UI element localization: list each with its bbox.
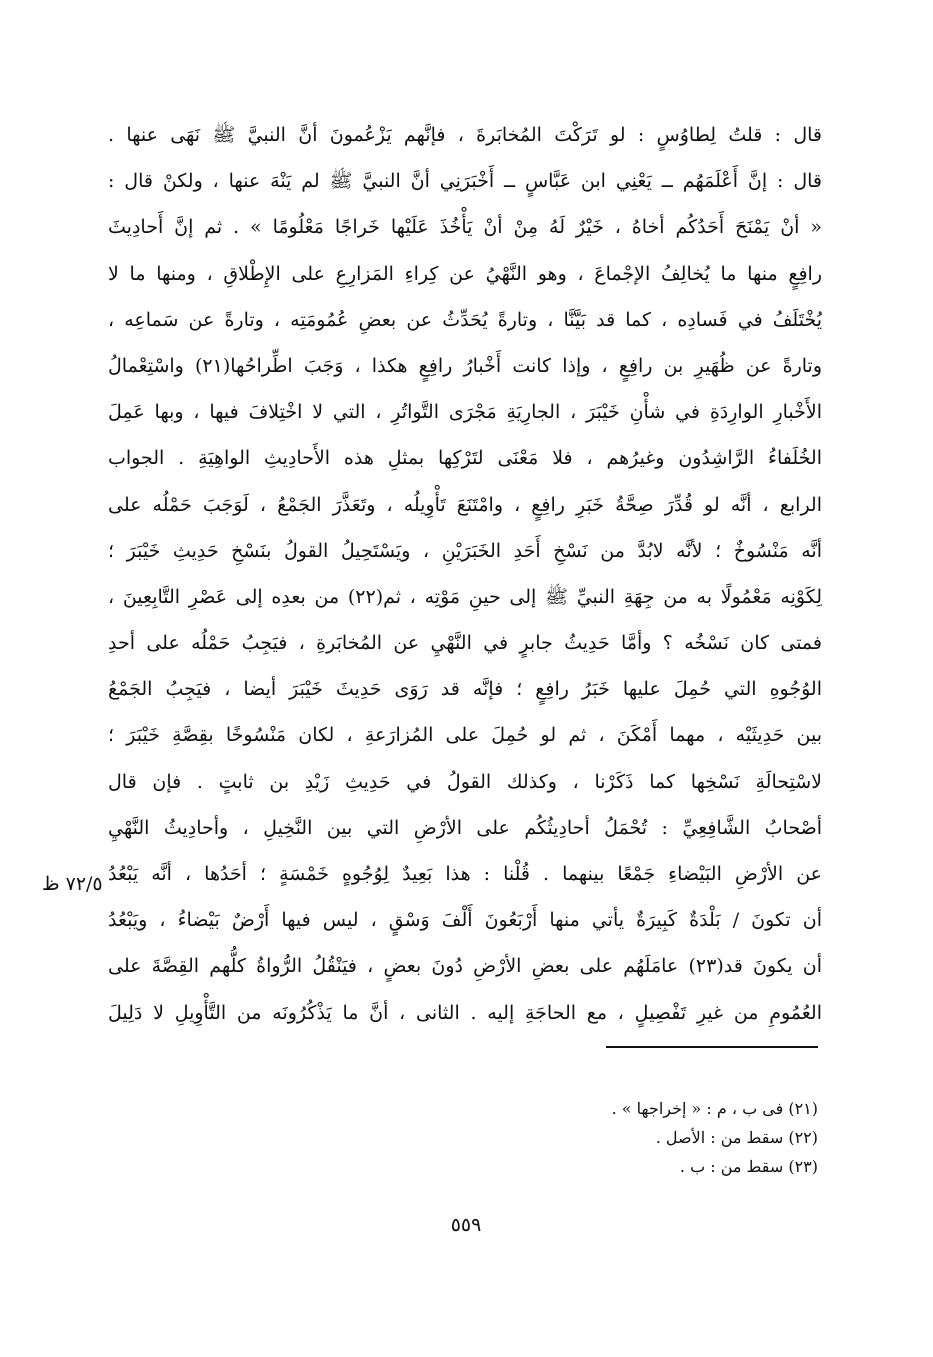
text-line: « أنْ يَمْنَحَ أَحَدُكُم أخاهُ ، خَيْرٌ لَهُ مِنْ أنْ يَأْخُذَ عَلَيْها خَراجًا مَعْلُومًا » . ثم إنَّ أَحادِيثَ <box>108 216 822 239</box>
text-line: بين حَدِيثَيْه ، مهما أَمْكَنَ ، ثم لو حُمِلَ على المُزارَعةِ ، لكان مَنْسُوخًا بقِصَّةِ خَيْبَرَ ؛ <box>108 724 822 747</box>
text-line: رافِعٍ منها ما يُخالِفُ الإجْماعَ ، وهو النَّهْيُ عن كِراءِ المَزارِعِ على الإِطْلاقِ ، ومنها ما لا <box>108 262 822 285</box>
text-line: قال : قلتُ لِطاوُسٍ : لو تَرَكْتَ المُخابَرةَ ، فإنَّهم يَزْعُمونَ أنَّ النبيَّ ﷺ نَهَى عنها . <box>108 124 822 146</box>
footnote-22: (٢٢) سقط من : الأصل . <box>655 1128 818 1147</box>
footnote-23: (٢٣) سقط من : ب . <box>679 1157 818 1176</box>
footnote-21: (٢١) فى ب ، م : « إخراجها » . <box>611 1099 818 1118</box>
text-line: أنَّه مَنْسُوخٌ ؛ لأنَّه لابُدَّ من نَسْخِ أَحَدِ الخَبَرَيْنِ ، ويَسْتَحِيلُ القولُ بنَسْخِ حَدِيثِ خَيْبَرَ ؛ <box>108 539 822 562</box>
text-line: العُمُومِ من غيرِ تَفْصِيلٍ ، مع الحاجَةِ إليه . الثانى ، أنَّ ما يَذْكُرُونَه من التَّأْوِيلِ لا دَلِيلَ <box>108 1001 822 1024</box>
text-line: الرابع ، أنَّه لو قُدِّرَ صِحَّةُ خَبَرِ رافِعٍ ، وامْتَنَعَ تَأْوِيلُه ، وتَعَذَّرَ الجَمْعُ ، لَوَجَبَ حَمْلُه على <box>108 493 822 516</box>
text-line: أصْحابُ الشَّافِعِيِّ : تُحْمَلُ أحادِيثُكُم على الأرْضِ التي بين النَّخِيلِ ، وأحادِيثُ النَّهْيِ <box>108 816 822 839</box>
text-line: وتارةً عن ظُهَيرِ بن رافِعٍ ، وإذا كانت أَخْبارُ رافِعٍ هكذا ، وَجَبَ اطِّراحُها(٢١) واسْتِعْمالُ <box>108 354 822 377</box>
text-line: لاسْتِحالَةِ نَسْخِها كما ذَكَرْنا ، وكذلك القولُ في حَدِيثِ زَيْدِ بن ثابتٍ . فإن قال <box>108 770 822 793</box>
text-line: يُخْتَلَفُ في فَسادِه ، كما قد بَيَّنَّا ، وتارةً يُحَدِّثُ عن بعضِ عُمُومَتِه ، وتارةً عن سَماعِه ، <box>108 308 822 331</box>
main-text <box>108 112 822 1036</box>
text-line: الوُجُوهِ التي حُمِلَ عليها خَبَرُ رافِعٍ ؛ فإنَّه قد رَوَى حَدِيثَ خَيْبَرَ أيضا ، فيَجِبُ الجَمْعُ <box>108 678 822 701</box>
text-line: فمتى كان نَسْخُه ؟ وأمَّا حَدِيثُ جابرٍ في النَّهْيِ عن المُخابَرةِ ، فيَجِبُ حَمْلُه على أحدِ <box>108 632 822 655</box>
footnotes <box>418 1094 818 1181</box>
text-line: عن الأرْضِ البَيْضاءِ جَمْعًا بينهما . قُلْنا : هذا بَعِيدٌ لِوُجُوهٍ خَمْسَةٍ ؛ أحَدُها ، أنَّه يَبْعُدُ <box>108 863 822 885</box>
footnote-separator <box>606 1046 818 1048</box>
text-line: لِكَوْنِه مَعْمُولًا به من جِهَةِ النبيِّ ﷺ إلى حينِ مَوْتِه ، ثم(٢٢) من بعدِه إلى عَصْرِ التَّابِعِينَ ، <box>108 585 822 608</box>
text-line: الأَخْبارِ الوارِدَةِ في شأْنِ خَيْبَرَ ، الجارِيَةِ مَجْرَى التَّواتُرِ ، التي لا اخْتِلافَ فيها ، وبها عَمِلَ <box>108 401 822 424</box>
manuscript-folio-note: ٧٢/٥ ظ <box>42 873 103 895</box>
text-line: الخُلَفاءُ الرَّاشِدُون وغيرُهم ، فلا مَعْنَى لتَرْكِها بمثلِ هذه الأَحادِيثِ الواهِيَةِ . الجواب <box>108 447 822 470</box>
text-line: قال : إنَّ أَعْلَمَهُم ــ يَعْنِي ابن عَبَّاسٍ ــ أَخْبَرَنِي أنَّ النبيَّ ﷺ لم يَنْهَ عنها ، ولكنْ قال : <box>108 170 822 193</box>
text-line: أن تكونَ / بَلْدَةٌ كَبِيرَةٌ يأتي منها أَرْبَعُونَ أَلْفَ وَسْقٍ ، ليس فيها أَرْضٌ بَيْضاءُ ، ويَبْعُدُ <box>108 909 822 932</box>
page-number: ٥٥٩ <box>450 1214 482 1236</box>
text-line: أن يكونَ قد(٢٣) عامَلَهُم على بعضِ الأرْضِ دُونَ بعضٍ ، فيَنْقُلُ الرُّواةُ كلُّهم القِصَّةَ على <box>108 955 822 978</box>
